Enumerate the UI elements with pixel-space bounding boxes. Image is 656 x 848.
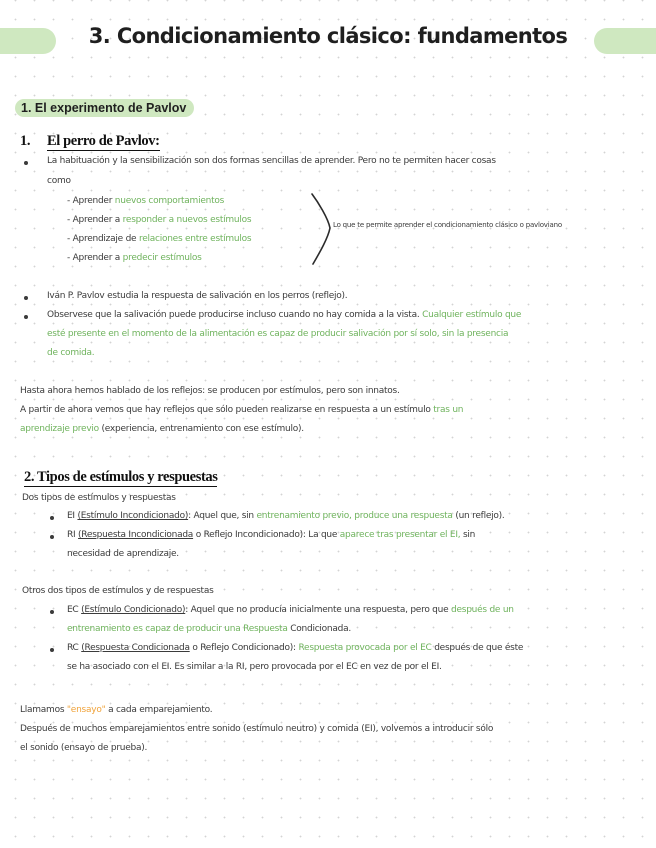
paragraph-a-partir-line-1: A partir de ahora vemos que hay reflejos que sólo pueden realizarse en respuesta a un estímulo tras un xyxy=(20,405,464,415)
brace-icon xyxy=(308,192,332,266)
list-item: - Aprender a predecir estímulos xyxy=(67,253,202,263)
ec-definition-line-2: entrenamiento es capaz de producir una Respuesta Condicionada. xyxy=(67,624,351,634)
section-1-heading: 1. El experimento de Pavlov xyxy=(15,99,194,117)
last-paragraph-line-1: Después de muchos emparejamientos entre sonido (estímulo neutro) y comida (EI), volvemos a introducir sólo xyxy=(20,724,494,734)
ri-definition-line-2: necesidad de aprendizaje. xyxy=(67,549,179,559)
last-paragraph-line-2: el sonido (ensayo de prueba). xyxy=(20,743,148,753)
brace-note: Lo que te permite aprender el condicionamiento clásico o pavloviano xyxy=(333,221,562,229)
ensayo-line: Llamamos "ensayo" a cada emparejamiento. xyxy=(20,705,213,715)
list-item: - Aprender a responder a nuevos estímulos xyxy=(67,215,252,225)
bullet-1-line-1: La habituación y la sensibilización son dos formas sencillas de aprender. Pero no te permiten hacer cosas xyxy=(47,156,496,166)
bullet-dot xyxy=(50,648,54,652)
section-2-heading: 2. Tipos de estímulos y respuestas xyxy=(24,469,218,485)
section-2-intro: Dos tipos de estímulos y respuestas xyxy=(22,493,176,503)
ec-definition-line-1: EC (Estímulo Condicionado): Aquel que no producía inicialmente una respuesta, pero que después de un xyxy=(67,605,514,615)
ei-definition: EI (Estímulo Incondicionado): Aquel que, sin entrenamiento previo, produce una respuesta (un reflejo). xyxy=(67,511,505,521)
page-title: 3. Condicionamiento clásico: fundamentos xyxy=(88,24,568,48)
bullet-1-line-2: como xyxy=(47,176,71,186)
bullet-dot xyxy=(50,610,54,614)
bullet-3-line-3: de comida. xyxy=(47,348,95,358)
bullet-2: Iván P. Pavlov estudia la respuesta de salivación en los perros (reflejo). xyxy=(47,291,348,301)
bullet-3-line-2: esté presente en el momento de la alimentación es capaz de producir salivación por sí solo, sin la presencia xyxy=(47,329,509,339)
title-highlight-left xyxy=(0,28,56,54)
subheading-perro-pavlov: El perro de Pavlov: xyxy=(47,133,160,149)
rc-definition-line-1: RC (Respuesta Condicionada o Reflejo Condicionado): Respuesta provocada por el EC después de que éste xyxy=(67,643,524,653)
list-item: - Aprendizaje de relaciones entre estímulos xyxy=(67,234,252,244)
bullet-dot xyxy=(50,535,54,539)
subheading-number: 1. xyxy=(20,133,31,149)
bullet-dot xyxy=(50,516,54,520)
bullet-3-line-1: Observese que la salivación puede producirse incluso cuando no hay comida a la vista. Cualquier estímulo que xyxy=(47,310,522,320)
bullet-dot xyxy=(24,315,28,319)
list-item: - Aprender nuevos comportamientos xyxy=(67,196,225,206)
ri-definition-line-1: RI (Respuesta Incondicionada o Reflejo Incondicionado): La que aparece tras presentar el EI, sin xyxy=(67,530,476,540)
bullet-dot xyxy=(24,296,28,300)
paragraph-reflejos: Hasta ahora hemos hablado de los reflejos: se producen por estímulos, pero son innatos. xyxy=(20,386,400,396)
section-2-intro-2: Otros dos tipos de estímulos y de respuestas xyxy=(22,586,214,596)
title-highlight-right xyxy=(594,28,656,54)
rc-definition-line-2: se ha asociado con el EI. Es similar a la RI, pero provocada por el EC en vez de por el EI. xyxy=(67,662,442,672)
bullet-dot xyxy=(24,161,28,165)
paragraph-a-partir-line-2: aprendizaje previo (experiencia, entrenamiento con ese estímulo). xyxy=(20,424,304,434)
